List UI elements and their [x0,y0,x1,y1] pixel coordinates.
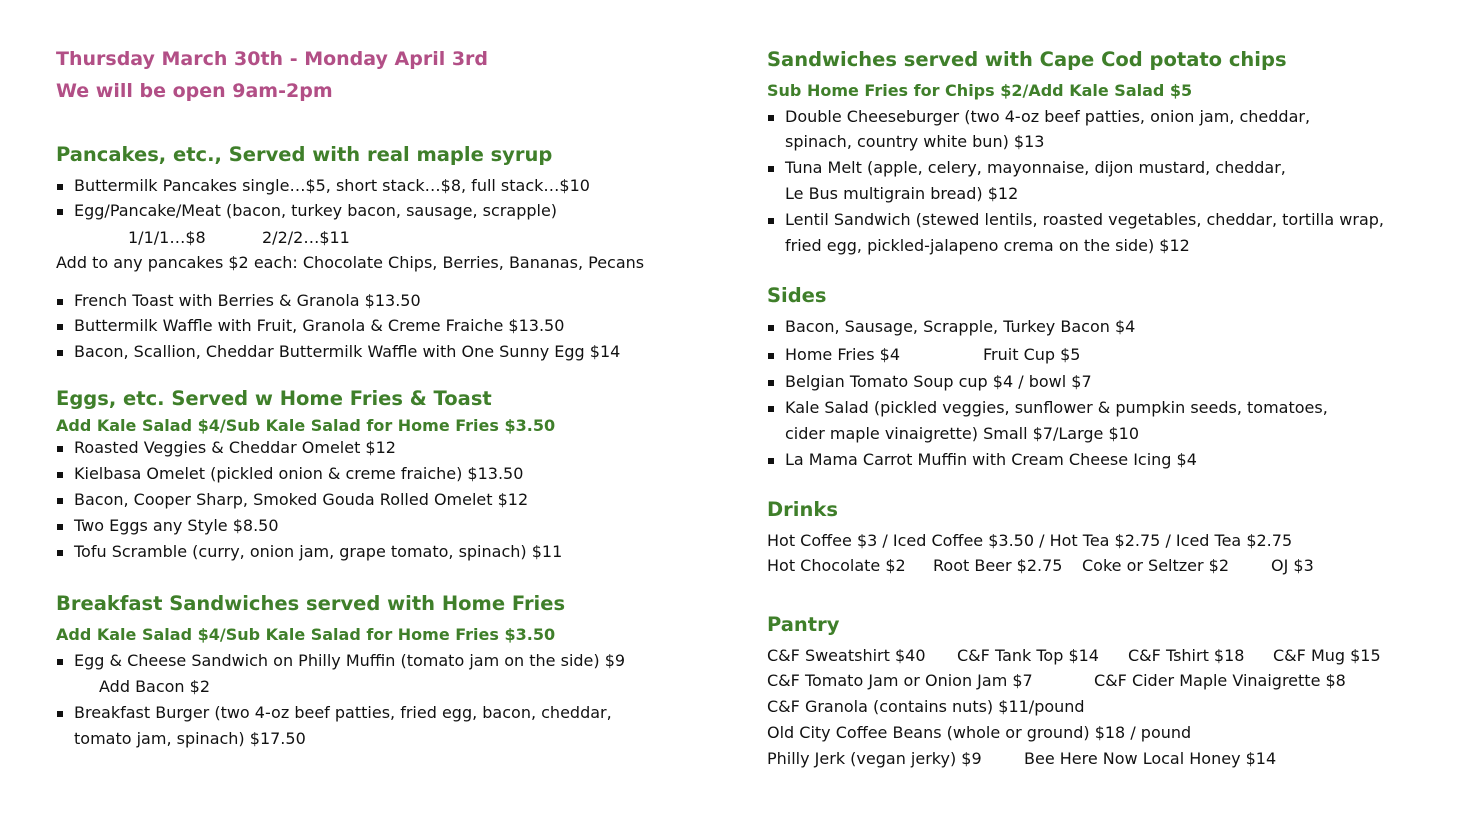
list-item: Bacon, Scallion, Cheddar Buttermilk Waffle with One Sunny Egg $14 [74,342,621,361]
pancake-addons: Add to any pancakes $2 each: Chocolate Chips, Berries, Bananas, Pecans [56,253,645,272]
list-item-continued: tomato jam, spinach) $17.50 [74,729,306,748]
list-item: Egg/Pancake/Meat (bacon, turkey bacon, sausage, scrapple) [74,201,558,220]
list-item: Home Fries $4 [785,345,901,364]
side-fruit-cup: Fruit Cup $5 [983,345,1081,364]
list-item: Tuna Melt (apple, celery, mayonnaise, dijon mustard, cheddar, [785,158,1286,177]
pantry-item: C&F Sweatshirt $40 [767,646,926,665]
pancakes-heading: Pancakes, etc., Served with real maple syrup [56,143,553,166]
list-item: Egg & Cheese Sandwich on Philly Muffin (tomato jam on the side) $9 [74,651,626,670]
list-item-continued: spinach, country white bun) $13 [785,132,1045,151]
list-item: Tofu Scramble (curry, onion jam, grape tomato, spinach) $11 [74,542,563,561]
menu-dates: Thursday March 30th - Monday April 3rd [56,48,489,70]
item-addon: Add Bacon $2 [99,677,211,696]
list-item: Buttermilk Pancakes single…$5, short stack…$8, full stack…$10 [74,176,590,195]
list-item-continued: cider maple vinaigrette) Small $7/Large $10 [785,424,1139,443]
pantry-item: C&F Tank Top $14 [957,646,1099,665]
sandwiches-subheading: Sub Home Fries for Chips $2/Add Kale Salad $5 [767,81,1193,100]
pantry-item: C&F Tshirt $18 [1128,646,1245,665]
list-item: Bacon, Sausage, Scrapple, Turkey Bacon $4 [785,317,1136,336]
breakfast-sandwiches-subheading: Add Kale Salad $4/Sub Kale Salad for Home Fries $3.50 [56,625,556,644]
drink-item: Hot Chocolate $2 [767,556,906,575]
list-item: French Toast with Berries & Granola $13.50 [74,291,421,310]
eggs-heading: Eggs, etc. Served w Home Fries & Toast [56,387,492,410]
list-item: Lentil Sandwich (stewed lentils, roasted vegetables, cheddar, tortilla wrap, [785,210,1385,229]
list-item: Roasted Veggies & Cheddar Omelet $12 [74,438,396,457]
drink-item: OJ $3 [1271,556,1314,575]
drinks-heading: Drinks [767,498,838,521]
pantry-item: C&F Tomato Jam or Onion Jam $7 [767,671,1033,690]
drink-item: Root Beer $2.75 [933,556,1063,575]
pantry-heading: Pantry [767,613,840,636]
list-item-continued: fried egg, pickled-jalapeno crema on the side) $12 [785,236,1190,255]
pantry-item: Old City Coffee Beans (whole or ground) $18 / pound [767,723,1192,742]
menu-hours: We will be open 9am-2pm [56,80,333,102]
drinks-line: Hot Coffee $3 / Iced Coffee $3.50 / Hot Tea $2.75 / Iced Tea $2.75 [767,531,1293,550]
list-item: Kielbasa Omelet (pickled onion & creme fraiche) $13.50 [74,464,524,483]
pantry-item: Philly Jerk (vegan jerky) $9 [767,749,982,768]
list-item: Breakfast Burger (two 4-oz beef patties, fried egg, bacon, cheddar, [74,703,612,722]
list-item: Double Cheeseburger (two 4-oz beef patties, onion jam, cheddar, [785,107,1311,126]
list-item: Bacon, Cooper Sharp, Smoked Gouda Rolled Omelet $12 [74,490,529,509]
list-item: Kale Salad (pickled veggies, sunflower & pumpkin seeds, tomatoes, [785,398,1328,417]
pantry-item: C&F Cider Maple Vinaigrette $8 [1094,671,1346,690]
sandwiches-heading: Sandwiches served with Cape Cod potato chips [767,48,1287,71]
eggs-subheading: Add Kale Salad $4/Sub Kale Salad for Home Fries $3.50 [56,416,556,435]
combo-price-1: 1/1/1…$8 [128,228,206,247]
pantry-item: C&F Granola (contains nuts) $11/pound [767,697,1085,716]
list-item: Buttermilk Waffle with Fruit, Granola & Creme Fraiche $13.50 [74,316,565,335]
drink-item: Coke or Seltzer $2 [1082,556,1230,575]
sides-heading: Sides [767,284,827,307]
pantry-item: C&F Mug $15 [1273,646,1381,665]
list-item: Two Eggs any Style $8.50 [74,516,279,535]
combo-price-2: 2/2/2…$11 [262,228,350,247]
list-item-continued: Le Bus multigrain bread) $12 [785,184,1019,203]
list-item: Belgian Tomato Soup cup $4 / bowl $7 [785,372,1092,391]
list-item: La Mama Carrot Muffin with Cream Cheese Icing $4 [785,450,1197,469]
breakfast-sandwiches-heading: Breakfast Sandwiches served with Home Fries [56,592,566,615]
pantry-item: Bee Here Now Local Honey $14 [1024,749,1277,768]
